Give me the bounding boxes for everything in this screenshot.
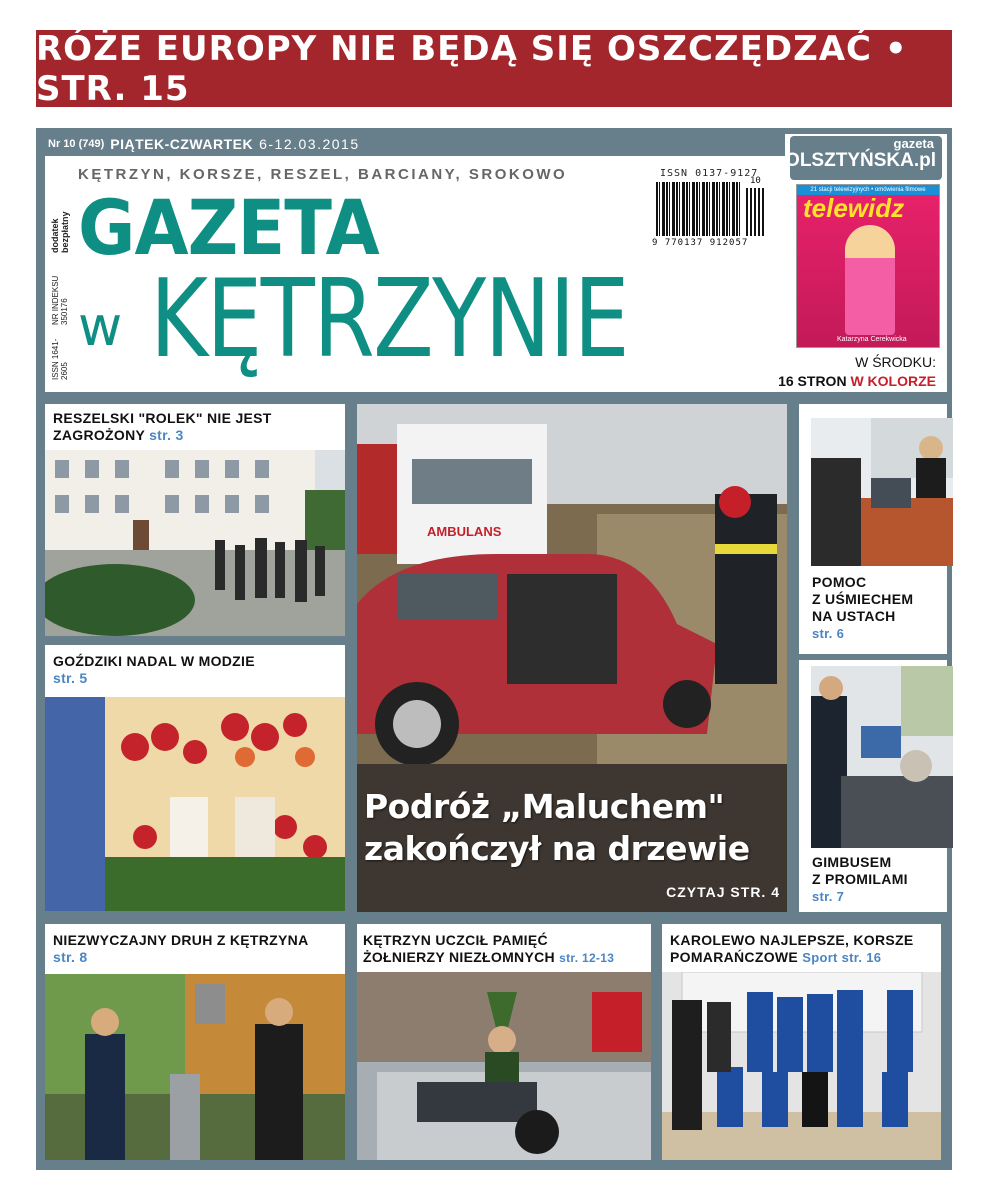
story-druh[interactable] <box>45 924 345 1160</box>
telewidz-cover[interactable] <box>796 184 940 348</box>
story-druh-headline: NIEZWYCZAJNY DRUH Z KĘTRZYNA <box>53 932 309 948</box>
football-team-photo <box>662 972 941 1160</box>
main-story-read-more[interactable]: CZYTAJ STR. 4 <box>666 884 780 900</box>
story-gozdziki-photo <box>45 697 345 911</box>
inside-pages-label <box>760 373 936 389</box>
story-rolek-headline: RESZELSKI "ROLEK" NIE JEST ZAGROŻONY <box>53 410 272 443</box>
issue-info-bar <box>48 134 360 154</box>
story-pomoc-page: str. 6 <box>812 626 845 641</box>
gazeta-olsztynska-logo[interactable] <box>785 136 942 180</box>
story-gozdziki-title <box>53 653 338 687</box>
barcode-icon <box>656 182 740 236</box>
story-pomoc-line1: POMOC <box>812 574 867 590</box>
inside-pages-count: 16 STRON <box>778 373 847 389</box>
vertical-issn-strip <box>50 180 70 380</box>
story-karolewo-title <box>670 932 940 966</box>
story-gozdziki-headline: GOŹDZIKI NADAL W MODZIE <box>53 653 255 669</box>
ambulance-label: AMBULANS <box>427 524 502 539</box>
story-pomoc[interactable] <box>799 404 947 654</box>
story-rolek-page: str. 3 <box>149 427 184 443</box>
police-office-photo <box>811 666 953 848</box>
cover-caption: Katarzyna Cerekwicka <box>837 336 907 343</box>
story-karolewo-line2: POMARAŃCZOWE <box>670 949 799 965</box>
story-pamiec-title <box>363 932 651 967</box>
story-gozdziki[interactable] <box>45 645 345 911</box>
logo-big-text: OLSZTYŃSKA.pl <box>785 150 936 171</box>
story-gimbus-photo <box>811 666 953 848</box>
story-rolek-title <box>53 410 333 444</box>
story-gimbus-line1: GIMBUSEM <box>812 854 892 870</box>
story-karolewo-photo <box>662 972 941 1160</box>
story-pamiec[interactable] <box>357 924 651 1160</box>
barcode-number: 9 770137 912057 <box>652 238 749 248</box>
top-banner-headline[interactable]: RÓŻE EUROPY NIE BĘDĄ SIĘ OSZCZĘDZAĆ • STR. 15 <box>36 30 952 107</box>
story-gimbus-title <box>812 854 947 905</box>
story-pomoc-line2: Z UŚMIECHEM <box>812 591 914 607</box>
story-pomoc-line3: NA USTACH <box>812 608 896 624</box>
story-druh-page: str. 8 <box>53 949 88 965</box>
scouts-photo <box>45 974 345 1160</box>
story-pomoc-title <box>812 574 947 642</box>
inside-pages-color: W KOLORZE <box>850 373 936 389</box>
vertical-issn: ISSN 1641-2605 <box>51 338 69 380</box>
story-gozdziki-page: str. 5 <box>53 670 88 686</box>
newspaper-title-w: w <box>78 295 123 358</box>
tv-cover-title: telewidz <box>803 193 905 223</box>
issue-days: PIĄTEK-CZWARTEK <box>110 136 254 152</box>
tv-cover-strip: 21 stacji telewizyjnych • omówienia filmowe <box>797 185 939 195</box>
story-gimbus-line2: Z PROMILAMI <box>812 871 908 887</box>
barcode-supplement-number: 10 <box>750 176 761 186</box>
story-pamiec-line2: ŻOŁNIERZY NIEZŁOMNYCH <box>363 949 555 965</box>
inside-label: W ŚRODKU: <box>855 354 936 370</box>
story-karolewo-line1: KAROLEWO NAJLEPSZE, KORSZE <box>670 932 914 948</box>
issue-date: 6-12.03.2015 <box>259 136 360 152</box>
main-story-headline[interactable] <box>364 786 784 870</box>
armored-vehicle-photo <box>357 972 651 1160</box>
story-gimbus-page: str. 7 <box>812 889 845 904</box>
newspaper-title-bottom: KĘTRZYNIE <box>150 257 628 382</box>
story-gimbus[interactable] <box>799 660 947 912</box>
story-pamiec-line1: KĘTRZYN UCZCIŁ PAMIĘĆ <box>363 932 548 948</box>
main-headline-line2: zakończył na drzewie <box>364 829 750 868</box>
towns-line: KĘTRZYN, KORSZE, RESZEL, BARCIANY, SROKOWO <box>78 166 568 183</box>
office-photo <box>811 418 953 566</box>
story-druh-title <box>53 932 343 966</box>
story-druh-photo <box>45 974 345 1160</box>
story-karolewo-page: Sport str. 16 <box>802 950 882 965</box>
story-rolek-photo <box>45 450 345 636</box>
barcode-issn: ISSN 0137-9127 <box>660 168 759 179</box>
issue-number: Nr 10 (749) <box>48 138 105 150</box>
story-pomoc-photo <box>811 418 953 566</box>
cover-person-photo <box>845 225 895 335</box>
main-headline-line1: Podróż „Maluchem" <box>364 787 725 826</box>
vertical-index: NR INDEKSU 350176 <box>51 275 69 326</box>
barcode-addon-icon <box>746 188 766 236</box>
story-rolek[interactable] <box>45 404 345 636</box>
vertical-free-supplement: dodatek bezpłatny <box>50 211 70 253</box>
story-pamiec-photo <box>357 972 651 1160</box>
school-building-photo <box>45 450 345 636</box>
logo-small-text: gazeta <box>893 136 934 151</box>
newspaper-title-top: GAZETA <box>78 183 379 272</box>
story-pamiec-page: str. 12-13 <box>559 951 615 965</box>
flowers-photo <box>45 697 345 911</box>
story-karolewo[interactable] <box>662 924 941 1160</box>
